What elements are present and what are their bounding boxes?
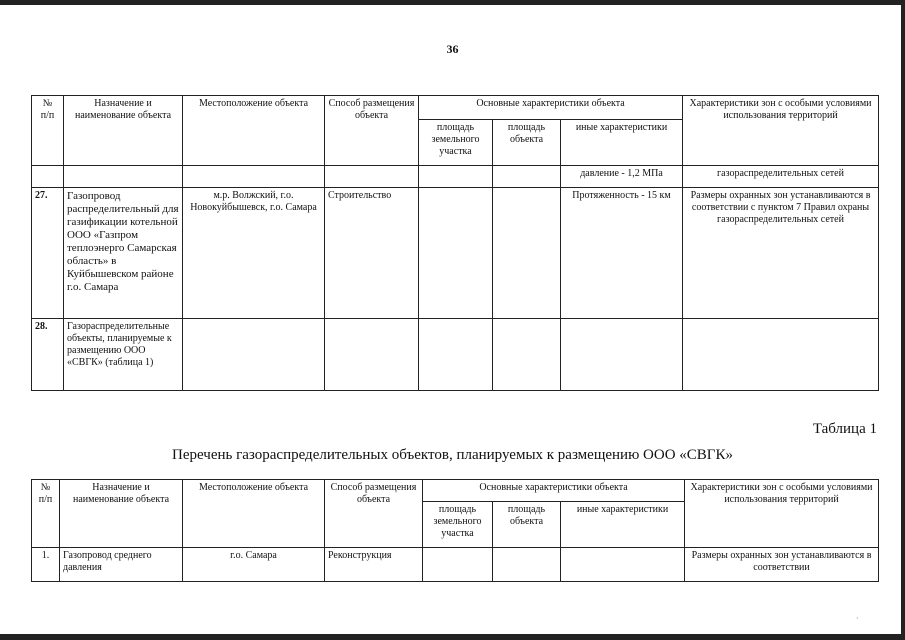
header-other-characteristics: иные характеристики <box>561 120 683 166</box>
cell-num: 1. <box>32 548 60 582</box>
table-row <box>32 319 879 391</box>
cell-object-area <box>493 319 561 391</box>
cell-method: Строительство <box>325 188 419 319</box>
header-num: № п/п <box>32 480 60 548</box>
cell-zones <box>683 319 879 391</box>
cell-other <box>561 548 685 582</box>
cell-other: Протяженность - 15 км <box>561 188 683 319</box>
cell-location <box>183 319 325 391</box>
table-row <box>32 548 879 582</box>
cell-num <box>32 166 64 188</box>
table-title: Перечень газораспределительных объектов, планируемых к размещению ООО «СВГК» <box>172 447 733 463</box>
cell-method <box>325 319 419 391</box>
cell-method <box>325 166 419 188</box>
header-method: Способ размещения объекта <box>325 480 423 548</box>
cell-zones: газораспределительных сетей <box>683 166 879 188</box>
cell-name: Газопровод среднего давления <box>60 548 183 582</box>
scan-border-bottom <box>0 634 905 640</box>
objects-table <box>31 95 879 391</box>
cell-location <box>183 166 325 188</box>
header-land-area: площадь земельного участка <box>419 120 493 166</box>
cell-other: давление - 1,2 МПа <box>561 166 683 188</box>
cell-land-area <box>423 548 493 582</box>
scan-border-top <box>0 0 905 5</box>
table-label: Таблица 1 <box>812 421 877 437</box>
cell-num: 27. <box>32 188 64 319</box>
header-main-characteristics: Основные характеристики объекта <box>419 96 683 120</box>
header-location: Местоположение объекта <box>183 480 325 548</box>
cell-zones: Размеры охранных зон устанавливаются в соответствии <box>685 548 879 582</box>
cell-name: Газопровод распределительный для газификации котельной ООО «Газпром теплоэнерго Самарская область» в Куйбышевском районе г.о. Самара <box>64 188 183 319</box>
cell-land-area <box>419 188 493 319</box>
table-row <box>32 188 879 319</box>
header-location: Местоположение объекта <box>183 96 325 166</box>
cell-name <box>64 166 183 188</box>
header-land-area: площадь земельного участка <box>423 502 493 548</box>
cell-method: Реконструкция <box>325 548 423 582</box>
cell-other <box>561 319 683 391</box>
cell-land-area <box>419 319 493 391</box>
header-object-area: площадь объекта <box>493 120 561 166</box>
header-name: Назначение и наименование объекта <box>64 96 183 166</box>
header-other-characteristics: иные характеристики <box>561 502 685 548</box>
header-name: Назначение и наименование объекта <box>60 480 183 548</box>
cell-location: г.о. Самара <box>183 548 325 582</box>
cell-location: м.р. Волжский, г.о. Новокуйбышевск, г.о. Самара <box>183 188 325 319</box>
page-number: 36 <box>446 42 459 56</box>
table-header-row <box>32 480 879 502</box>
cell-object-area <box>493 548 561 582</box>
table-row <box>32 166 879 188</box>
svgk-objects-table <box>31 479 879 582</box>
header-zones: Характеристики зон с особыми условиями использования территорий <box>685 480 879 548</box>
header-num: № п/п <box>32 96 64 166</box>
cell-object-area <box>493 166 561 188</box>
cell-name: Газораспределительные объекты, планируемые к размещению ООО «СВГК» (таблица 1) <box>64 319 183 391</box>
header-zones: Характеристики зон с особыми условиями использования территорий <box>683 96 879 166</box>
scan-border-right <box>901 0 905 640</box>
table-header-row <box>32 96 879 120</box>
cell-object-area <box>493 188 561 319</box>
header-object-area: площадь объекта <box>493 502 561 548</box>
cell-land-area <box>419 166 493 188</box>
scan-artifact: · <box>856 614 859 623</box>
header-method: Способ размещения объекта <box>325 96 419 166</box>
header-main-characteristics: Основные характеристики объекта <box>423 480 685 502</box>
cell-zones: Размеры охранных зон устанавливаются в соответствии с пунктом 7 Правил охраны газораспределительных сетей <box>683 188 879 319</box>
cell-num: 28. <box>32 319 64 391</box>
